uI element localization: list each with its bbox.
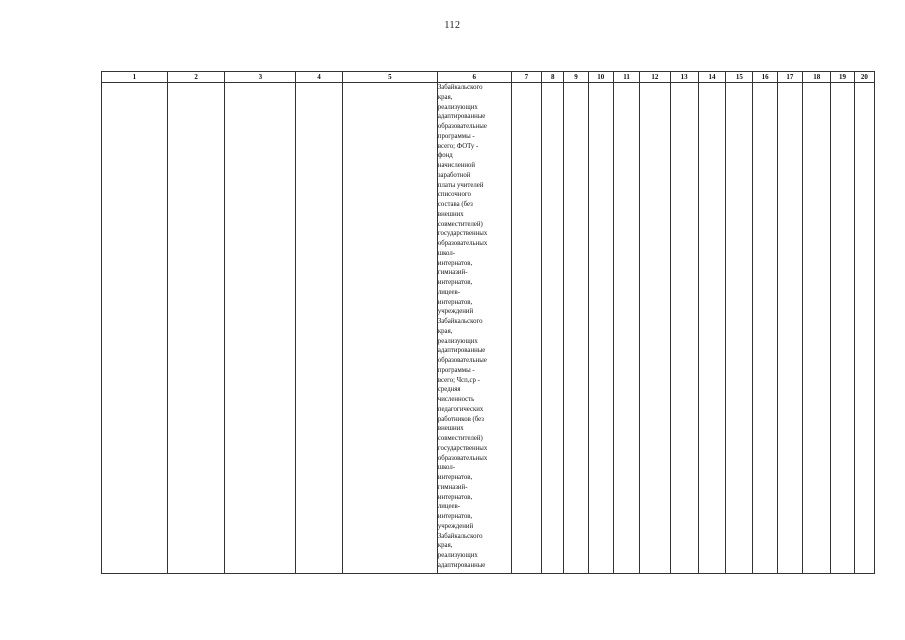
table-cell-col-18: [803, 83, 831, 574]
description-line: платы учителей: [437, 181, 484, 189]
description-line: государственных: [437, 444, 488, 452]
description-line: школ-: [437, 249, 456, 257]
column-header-19: 19: [831, 72, 854, 83]
description-line: школ-: [437, 464, 456, 472]
description-line: края,: [437, 542, 453, 550]
column-header-7: 7: [511, 72, 541, 83]
column-header-14: 14: [698, 72, 725, 83]
description-line: педагогических: [437, 405, 484, 413]
table-cell-col-8: [542, 83, 564, 574]
table-cell-col-17: [777, 83, 802, 574]
column-header-5: 5: [342, 72, 437, 83]
table-cell-col-2: [167, 83, 225, 574]
table-cell-col-13: [670, 83, 698, 574]
description-line: начисленной: [437, 162, 476, 169]
description-line: учреждений: [437, 308, 474, 316]
description-line: программы -: [437, 132, 475, 140]
description-line: Забайкальского: [437, 318, 483, 325]
description-line: лицеев-: [437, 503, 461, 511]
table-cell-col-1: [102, 83, 168, 574]
description-line: гимназий-: [437, 269, 468, 277]
description-line: края,: [437, 327, 453, 335]
table-cell-col-16: [753, 83, 777, 574]
description-line: Забайкальского: [437, 532, 483, 540]
column-header-17: 17: [777, 72, 802, 83]
column-header-11: 11: [613, 72, 639, 83]
column-header-13: 13: [670, 72, 698, 83]
description-line: работников (без: [437, 415, 484, 423]
column-header-18: 18: [803, 72, 831, 83]
column-header-20: 20: [854, 72, 874, 83]
description-line: образовательные: [437, 357, 487, 364]
description-line: программы -: [437, 366, 475, 374]
table-cell-col-7: [511, 83, 541, 574]
description-line: адаптированные: [437, 347, 486, 355]
column-header-6: 6: [437, 72, 511, 83]
column-header-15: 15: [726, 72, 753, 83]
table-cell-col-20: [854, 83, 874, 574]
description-line: совместителей): [437, 220, 483, 228]
document-table: [101, 71, 875, 574]
description-line: реализующих: [437, 337, 478, 345]
table-cell-col-15: [726, 83, 753, 574]
description-line: совместителей): [437, 435, 483, 442]
description-line: интернатов,: [437, 493, 473, 501]
description-line: гимназий-: [437, 483, 468, 491]
description-line: списочного: [437, 191, 471, 199]
table-cell-col-12: [640, 83, 670, 574]
description-line: фонд: [437, 152, 453, 160]
description-line: внешних: [437, 210, 464, 218]
description-cell: [437, 83, 511, 574]
description-line: государственных: [437, 230, 488, 238]
table-cell-col-3: [225, 83, 296, 574]
description-line: внешних: [437, 425, 464, 433]
table-row: [102, 83, 875, 574]
description-line: интернатов,: [437, 474, 473, 481]
description-line: всего; Чсп,ср -: [437, 376, 480, 384]
column-header-10: 10: [588, 72, 613, 83]
description-line: адаптированные: [437, 561, 486, 569]
table-cell-col-4: [296, 83, 343, 574]
description-line: интернатов,: [437, 298, 473, 306]
header-row: [102, 72, 875, 83]
description-line: интернатов,: [437, 259, 473, 267]
description-line: образовательных: [437, 454, 488, 462]
description-line: учреждений: [437, 522, 474, 530]
description-line: интернатов,: [437, 513, 473, 520]
table-cell-col-9: [564, 83, 588, 574]
column-header-9: 9: [564, 72, 588, 83]
page-number: 112: [444, 20, 461, 31]
description-line: средняя: [437, 386, 461, 394]
column-header-8: 8: [542, 72, 564, 83]
description-line: заработной: [437, 171, 471, 179]
description-line: реализующих: [437, 552, 478, 559]
description-line: состава (без: [437, 201, 473, 208]
description-line: реализующих: [437, 103, 478, 111]
description-line: численность: [437, 396, 475, 403]
column-header-2: 2: [167, 72, 225, 83]
table-cell-col-14: [698, 83, 725, 574]
description-line: образовательных: [437, 240, 488, 247]
table-cell-col-11: [613, 83, 639, 574]
table-cell-col-10: [588, 83, 613, 574]
table-cell-col-5: [342, 83, 437, 574]
table-cell-col-19: [831, 83, 854, 574]
description-line: образовательные: [437, 123, 487, 130]
column-header-16: 16: [753, 72, 777, 83]
column-header-1: 1: [102, 72, 168, 83]
description-line: лицеев-: [437, 288, 461, 296]
column-header-4: 4: [296, 72, 343, 83]
description-line: края,: [437, 93, 453, 101]
description-line: адаптированные: [437, 113, 486, 121]
column-header-12: 12: [640, 72, 670, 83]
description-line: всего; ФОТу -: [437, 142, 479, 150]
column-header-3: 3: [225, 72, 296, 83]
description-line: Забайкальского: [437, 84, 483, 91]
description-line: интернатов,: [437, 279, 473, 286]
